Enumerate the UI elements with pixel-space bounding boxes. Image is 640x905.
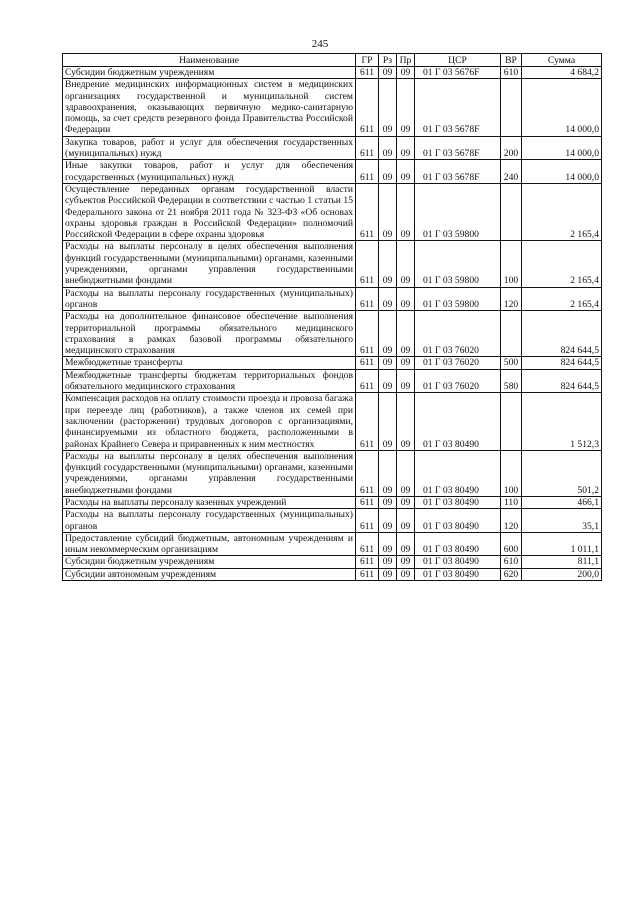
cell-vr: 120 [501,287,522,311]
table-row [63,67,602,79]
cell-csr: 01 Г 03 80490 [415,568,501,580]
table-row [63,496,602,508]
cell-sum: 35,1 [522,509,602,533]
cell-name: Закупка товаров, работ и услуг для обеспечения государственных (муниципальных) нужд [63,136,356,160]
cell-csr: 01 Г 03 5678F [415,79,501,136]
cell-sum: 200,0 [522,568,602,580]
cell-csr: 01 Г 03 59800 [415,287,501,311]
table-row [63,532,602,556]
cell-csr: 01 Г 03 5678F [415,160,501,184]
cell-csr: 01 Г 03 80490 [415,509,501,533]
cell-csr: 01 Г 03 59800 [415,241,501,287]
cell-sum: 1 512,3 [522,393,602,450]
cell-sum: 466,1 [522,496,602,508]
cell-name: Межбюджетные трансферты [63,357,356,369]
cell-sum: 1 011,1 [522,532,602,556]
cell-rz: 09 [379,241,397,287]
header-sum: Сумма [522,54,602,67]
cell-csr: 01 Г 03 59800 [415,183,501,240]
table-row [63,357,602,369]
cell-csr: 01 Г 03 80490 [415,450,501,496]
table-row [63,287,602,311]
cell-name: Субсидии бюджетным учреждениям [63,67,356,79]
cell-pr: 09 [397,136,415,160]
cell-rz: 09 [379,509,397,533]
budget-table [62,53,602,581]
cell-pr: 09 [397,556,415,568]
cell-sum: 4 684,2 [522,67,602,79]
table-row [63,311,602,357]
cell-csr: 01 Г 03 76020 [415,311,501,357]
cell-rz: 09 [379,311,397,357]
cell-sum: 824 644,5 [522,311,602,357]
cell-name: Расходы на выплаты персоналу в целях обеспечения выполнения функций государственными (муниципальными) органами, казенными учреждениями, органами управления государственными внебюджетными фондами [63,450,356,496]
cell-rz: 09 [379,287,397,311]
cell-vr: 100 [501,450,522,496]
cell-pr: 09 [397,532,415,556]
cell-name: Расходы на дополнительное финансовое обеспечение выполнения территориальной программы обязательного медицинского страхования в рамках базовой программы обязательного медицинского страхования [63,311,356,357]
cell-gr: 611 [356,79,379,136]
cell-gr: 611 [356,532,379,556]
cell-vr [501,183,522,240]
cell-vr: 600 [501,532,522,556]
cell-rz: 09 [379,357,397,369]
header-csr: ЦСР [415,54,501,67]
table-row [63,241,602,287]
cell-rz: 09 [379,496,397,508]
cell-gr: 611 [356,311,379,357]
cell-vr: 110 [501,496,522,508]
cell-pr: 09 [397,568,415,580]
table-row [63,393,602,450]
cell-gr: 611 [356,67,379,79]
cell-csr: 01 Г 03 76020 [415,369,501,393]
cell-vr: 580 [501,369,522,393]
cell-name: Расходы на выплаты персоналу государственных (муниципальных) органов [63,287,356,311]
cell-pr: 09 [397,287,415,311]
cell-vr: 240 [501,160,522,184]
cell-csr: 01 Г 03 5676F [415,67,501,79]
cell-pr: 09 [397,509,415,533]
table-row [63,136,602,160]
cell-pr: 09 [397,393,415,450]
header-pr: Пр [397,54,415,67]
cell-sum: 824 644,5 [522,357,602,369]
cell-vr [501,393,522,450]
cell-vr: 610 [501,556,522,568]
cell-pr: 09 [397,496,415,508]
cell-gr: 611 [356,183,379,240]
cell-rz: 09 [379,393,397,450]
cell-rz: 09 [379,369,397,393]
cell-name: Расходы на выплаты персоналу казенных учреждений [63,496,356,508]
cell-name: Расходы на выплаты персоналу государственных (муниципальных) органов [63,509,356,533]
cell-rz: 09 [379,67,397,79]
cell-rz: 09 [379,183,397,240]
cell-csr: 01 Г 03 5678F [415,136,501,160]
table-row [63,183,602,240]
cell-csr: 01 Г 03 80490 [415,393,501,450]
cell-sum: 811,1 [522,556,602,568]
table-header-row [63,54,602,67]
cell-csr: 01 Г 03 80490 [415,532,501,556]
cell-name: Внедрение медицинских информационных систем в медицинских организациях государственной и муниципальной систем здравоохранения, оказывающих первичную медико-санитарную помощь, за счет средств резервного фонда Правительства Российской Федерации [63,79,356,136]
cell-sum: 2 165,4 [522,183,602,240]
table-row [63,556,602,568]
cell-csr: 01 Г 03 80490 [415,556,501,568]
cell-gr: 611 [356,496,379,508]
table-row [63,450,602,496]
cell-gr: 611 [356,357,379,369]
cell-gr: 611 [356,556,379,568]
cell-csr: 01 Г 03 76020 [415,357,501,369]
cell-vr: 100 [501,241,522,287]
cell-sum: 824 644,5 [522,369,602,393]
cell-gr: 611 [356,160,379,184]
cell-sum: 501,2 [522,450,602,496]
cell-vr: 120 [501,509,522,533]
page-number: 245 [311,38,329,50]
cell-pr: 09 [397,241,415,287]
cell-gr: 611 [356,509,379,533]
cell-pr: 09 [397,67,415,79]
cell-pr: 09 [397,79,415,136]
cell-gr: 611 [356,136,379,160]
header-name: Наименование [63,54,356,67]
cell-gr: 611 [356,241,379,287]
cell-sum: 2 165,4 [522,241,602,287]
table-row [63,369,602,393]
cell-name: Субсидии бюджетным учреждениям [63,556,356,568]
cell-vr: 500 [501,357,522,369]
cell-sum: 14 000,0 [522,79,602,136]
cell-rz: 09 [379,136,397,160]
cell-name: Предоставление субсидий бюджетным, автономным учреждениям и иным некоммерческим организациям [63,532,356,556]
cell-rz: 09 [379,79,397,136]
cell-pr: 09 [397,311,415,357]
table-row [63,509,602,533]
cell-pr: 09 [397,450,415,496]
cell-name: Иные закупки товаров, работ и услуг для обеспечения государственных (муниципальных) нужд [63,160,356,184]
cell-gr: 611 [356,393,379,450]
cell-sum: 2 165,4 [522,287,602,311]
cell-rz: 09 [379,160,397,184]
cell-name: Осуществление переданных органам государственной власти субъектов Российской Федерации в соответствии с частью 1 статьи 15 Федерального закона от 21 ноября 2011 года № 323-ФЗ «Об основах охраны здоровья граждан в Российской Федерации» полномочий Российской Федерации в сфере охраны здоровья [63,183,356,240]
cell-csr: 01 Г 03 80490 [415,496,501,508]
cell-pr: 09 [397,357,415,369]
table-body [63,67,602,581]
cell-name: Межбюджетные трансферты бюджетам территориальных фондов обязательного медицинского страхования [63,369,356,393]
cell-vr: 610 [501,67,522,79]
table-row [63,568,602,580]
cell-vr: 620 [501,568,522,580]
cell-rz: 09 [379,532,397,556]
cell-sum: 14 000,0 [522,136,602,160]
cell-sum: 14 000,0 [522,160,602,184]
cell-gr: 611 [356,450,379,496]
cell-vr: 200 [501,136,522,160]
cell-name: Субсидии автономным учреждениям [63,568,356,580]
table-row [63,160,602,184]
cell-rz: 09 [379,556,397,568]
cell-rz: 09 [379,568,397,580]
cell-gr: 611 [356,369,379,393]
cell-pr: 09 [397,160,415,184]
header-rz: Рз [379,54,397,67]
cell-gr: 611 [356,287,379,311]
cell-gr: 611 [356,568,379,580]
cell-name: Компенсация расходов на оплату стоимости проезда и провоза багажа при переезде лиц (работников), а также членов их семей при заключении (расторжении) трудовых договоров с организациями, финансируемыми из областного бюджета, расположенными в районах Крайнего Севера и приравненных к ним местностях [63,393,356,450]
header-gr: ГР [356,54,379,67]
cell-name: Расходы на выплаты персоналу в целях обеспечения выполнения функций государственными (муниципальными) органами, казенными учреждениями, органами управления государственными внебюджетными фондами [63,241,356,287]
header-vr: ВР [501,54,522,67]
cell-vr [501,79,522,136]
cell-pr: 09 [397,183,415,240]
cell-rz: 09 [379,450,397,496]
cell-pr: 09 [397,369,415,393]
table-row [63,79,602,136]
cell-vr [501,311,522,357]
